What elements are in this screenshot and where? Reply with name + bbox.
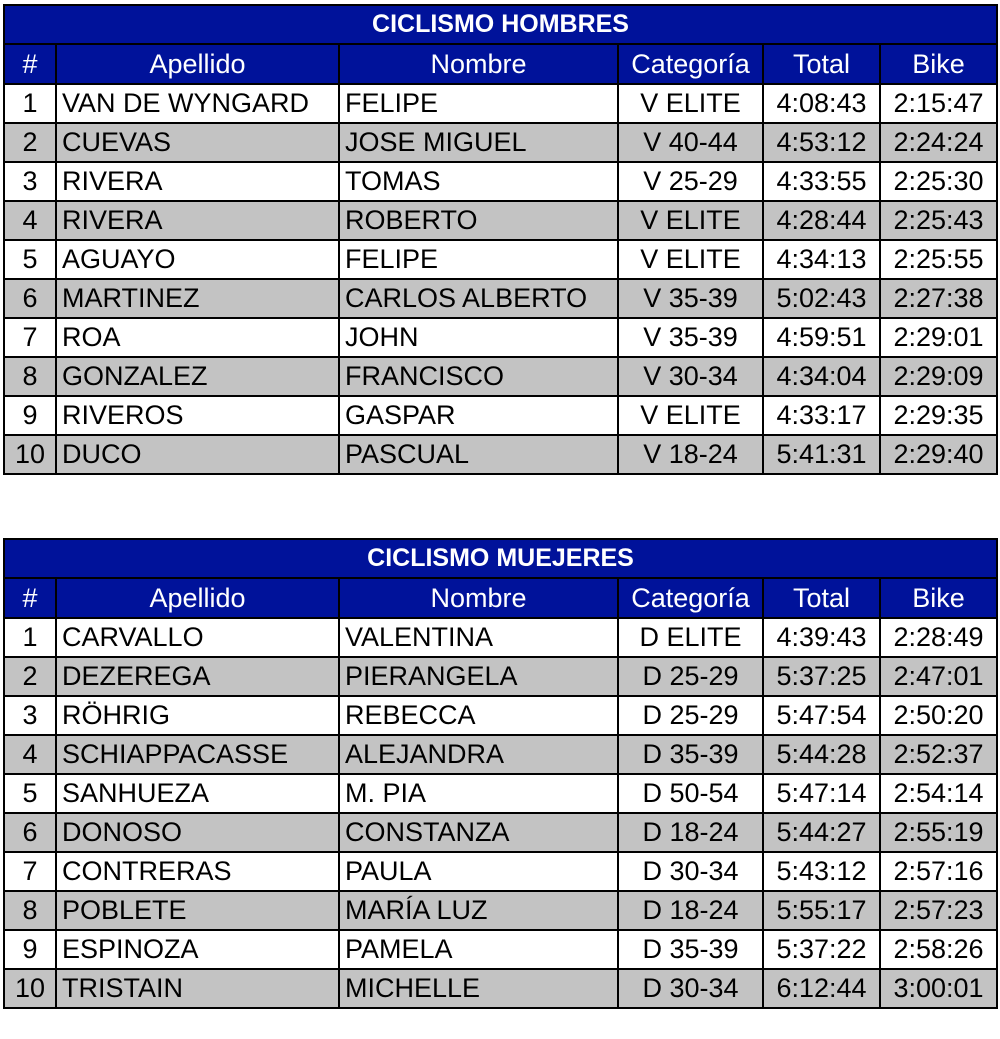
table-row xyxy=(4,201,997,240)
cell-categoria: V 30-34 xyxy=(618,357,763,396)
header-bike: Bike xyxy=(880,578,997,618)
cell-nombre: CONSTANZA xyxy=(339,813,618,852)
cell-categoria: D 30-34 xyxy=(618,969,763,1008)
cell-bike: 2:50:20 xyxy=(880,696,997,735)
cell-apellido: AGUAYO xyxy=(56,240,339,279)
header-nombre: Nombre xyxy=(339,578,618,618)
table-body xyxy=(4,84,997,474)
cell-apellido: DONOSO xyxy=(56,813,339,852)
table-title: CICLISMO MUEJERES xyxy=(4,539,997,578)
cell-bike: 2:27:38 xyxy=(880,279,997,318)
header-rank: # xyxy=(4,44,56,84)
cell-bike: 2:54:14 xyxy=(880,774,997,813)
cell-rank: 2 xyxy=(4,123,56,162)
header-categoria: Categoría xyxy=(618,44,763,84)
table-title-row xyxy=(4,539,997,578)
cell-total: 4:39:43 xyxy=(763,618,880,657)
cell-apellido: SANHUEZA xyxy=(56,774,339,813)
cell-rank: 7 xyxy=(4,852,56,891)
cell-rank: 8 xyxy=(4,891,56,930)
table-row xyxy=(4,852,997,891)
cell-total: 4:34:13 xyxy=(763,240,880,279)
table-row xyxy=(4,696,997,735)
cell-bike: 2:25:55 xyxy=(880,240,997,279)
cell-categoria: D 25-29 xyxy=(618,657,763,696)
cell-rank: 10 xyxy=(4,969,56,1008)
cell-bike: 2:52:37 xyxy=(880,735,997,774)
cell-rank: 1 xyxy=(4,618,56,657)
cell-nombre: JOSE MIGUEL xyxy=(339,123,618,162)
cell-bike: 2:29:09 xyxy=(880,357,997,396)
cell-apellido: SCHIAPPACASSE xyxy=(56,735,339,774)
cell-apellido: VAN DE WYNGARD xyxy=(56,84,339,123)
table-row xyxy=(4,357,997,396)
cell-categoria: V ELITE xyxy=(618,201,763,240)
cell-categoria: D 35-39 xyxy=(618,930,763,969)
cell-bike: 2:25:43 xyxy=(880,201,997,240)
cell-nombre: PASCUAL xyxy=(339,435,618,474)
cell-rank: 4 xyxy=(4,735,56,774)
cell-nombre: REBECCA xyxy=(339,696,618,735)
cell-total: 5:02:43 xyxy=(763,279,880,318)
cell-apellido: RÖHRIG xyxy=(56,696,339,735)
table-row xyxy=(4,813,997,852)
cell-apellido: CUEVAS xyxy=(56,123,339,162)
table-row xyxy=(4,84,997,123)
cell-apellido: RIVERA xyxy=(56,162,339,201)
cell-total: 5:37:25 xyxy=(763,657,880,696)
cell-apellido: CARVALLO xyxy=(56,618,339,657)
cell-bike: 2:57:16 xyxy=(880,852,997,891)
cell-categoria: D 18-24 xyxy=(618,891,763,930)
cell-categoria: V 35-39 xyxy=(618,318,763,357)
table-row xyxy=(4,930,997,969)
cell-total: 4:28:44 xyxy=(763,201,880,240)
header-apellido: Apellido xyxy=(56,578,339,618)
cell-apellido: MARTINEZ xyxy=(56,279,339,318)
header-categoria: Categoría xyxy=(618,578,763,618)
cell-categoria: V ELITE xyxy=(618,240,763,279)
cell-nombre: PAMELA xyxy=(339,930,618,969)
cell-nombre: ROBERTO xyxy=(339,201,618,240)
cell-categoria: V ELITE xyxy=(618,84,763,123)
table-row xyxy=(4,318,997,357)
cell-nombre: TOMAS xyxy=(339,162,618,201)
header-rank: # xyxy=(4,578,56,618)
cell-bike: 2:29:01 xyxy=(880,318,997,357)
cell-apellido: ROA xyxy=(56,318,339,357)
cell-categoria: D ELITE xyxy=(618,618,763,657)
cell-rank: 3 xyxy=(4,696,56,735)
table-title: CICLISMO HOMBRES xyxy=(4,5,997,44)
table-row xyxy=(4,162,997,201)
cell-nombre: MARÍA LUZ xyxy=(339,891,618,930)
table-row xyxy=(4,618,997,657)
header-bike: Bike xyxy=(880,44,997,84)
cell-total: 4:59:51 xyxy=(763,318,880,357)
cell-total: 4:34:04 xyxy=(763,357,880,396)
cell-apellido: RIVEROS xyxy=(56,396,339,435)
cell-rank: 1 xyxy=(4,84,56,123)
cell-nombre: VALENTINA xyxy=(339,618,618,657)
cell-categoria: V 25-29 xyxy=(618,162,763,201)
cell-bike: 2:15:47 xyxy=(880,84,997,123)
cell-total: 5:47:14 xyxy=(763,774,880,813)
cell-categoria: V 18-24 xyxy=(618,435,763,474)
cell-rank: 4 xyxy=(4,201,56,240)
column-header-row xyxy=(4,578,997,618)
cell-nombre: PAULA xyxy=(339,852,618,891)
cell-categoria: D 25-29 xyxy=(618,696,763,735)
cell-total: 4:53:12 xyxy=(763,123,880,162)
cell-nombre: GASPAR xyxy=(339,396,618,435)
cell-nombre: FELIPE xyxy=(339,240,618,279)
header-nombre: Nombre xyxy=(339,44,618,84)
cell-rank: 7 xyxy=(4,318,56,357)
cell-rank: 6 xyxy=(4,279,56,318)
cell-rank: 3 xyxy=(4,162,56,201)
cell-categoria: V 35-39 xyxy=(618,279,763,318)
cell-apellido: TRISTAIN xyxy=(56,969,339,1008)
cell-bike: 2:29:40 xyxy=(880,435,997,474)
cell-categoria: V ELITE xyxy=(618,396,763,435)
cell-apellido: DUCO xyxy=(56,435,339,474)
cell-rank: 8 xyxy=(4,357,56,396)
cell-total: 5:44:28 xyxy=(763,735,880,774)
header-apellido: Apellido xyxy=(56,44,339,84)
cell-bike: 2:29:35 xyxy=(880,396,997,435)
cell-rank: 5 xyxy=(4,240,56,279)
table-row xyxy=(4,891,997,930)
cell-rank: 2 xyxy=(4,657,56,696)
cell-bike: 2:24:24 xyxy=(880,123,997,162)
cell-total: 5:43:12 xyxy=(763,852,880,891)
results-table-men xyxy=(3,4,998,475)
cell-nombre: MICHELLE xyxy=(339,969,618,1008)
cell-categoria: D 50-54 xyxy=(618,774,763,813)
table-row xyxy=(4,657,997,696)
table-row xyxy=(4,240,997,279)
table-title-row xyxy=(4,5,997,44)
cell-categoria: D 30-34 xyxy=(618,852,763,891)
cell-categoria: D 18-24 xyxy=(618,813,763,852)
cell-nombre: CARLOS ALBERTO xyxy=(339,279,618,318)
cell-total: 4:33:17 xyxy=(763,396,880,435)
table-row xyxy=(4,774,997,813)
table-row xyxy=(4,969,997,1008)
cell-nombre: M. PIA xyxy=(339,774,618,813)
cell-nombre: ALEJANDRA xyxy=(339,735,618,774)
cell-rank: 10 xyxy=(4,435,56,474)
cell-total: 4:33:55 xyxy=(763,162,880,201)
cell-apellido: ESPINOZA xyxy=(56,930,339,969)
cell-apellido: POBLETE xyxy=(56,891,339,930)
cell-nombre: FELIPE xyxy=(339,84,618,123)
cell-total: 5:44:27 xyxy=(763,813,880,852)
cell-total: 6:12:44 xyxy=(763,969,880,1008)
table-row xyxy=(4,123,997,162)
cell-total: 5:37:22 xyxy=(763,930,880,969)
cell-categoria: V 40-44 xyxy=(618,123,763,162)
header-total: Total xyxy=(763,44,880,84)
table-row xyxy=(4,735,997,774)
cell-rank: 6 xyxy=(4,813,56,852)
cell-bike: 2:25:30 xyxy=(880,162,997,201)
cell-bike: 2:57:23 xyxy=(880,891,997,930)
cell-bike: 2:58:26 xyxy=(880,930,997,969)
cell-nombre: FRANCISCO xyxy=(339,357,618,396)
cell-total: 5:55:17 xyxy=(763,891,880,930)
cell-rank: 9 xyxy=(4,396,56,435)
cell-bike: 2:28:49 xyxy=(880,618,997,657)
cell-apellido: DEZEREGA xyxy=(56,657,339,696)
cell-rank: 9 xyxy=(4,930,56,969)
cell-categoria: D 35-39 xyxy=(618,735,763,774)
cell-apellido: CONTRERAS xyxy=(56,852,339,891)
table-row xyxy=(4,396,997,435)
cell-rank: 5 xyxy=(4,774,56,813)
results-table-women xyxy=(3,538,998,1009)
cell-total: 4:08:43 xyxy=(763,84,880,123)
cell-apellido: GONZALEZ xyxy=(56,357,339,396)
cell-total: 5:47:54 xyxy=(763,696,880,735)
header-total: Total xyxy=(763,578,880,618)
cell-total: 5:41:31 xyxy=(763,435,880,474)
cell-apellido: RIVERA xyxy=(56,201,339,240)
column-header-row xyxy=(4,44,997,84)
cell-bike: 2:47:01 xyxy=(880,657,997,696)
cell-bike: 2:55:19 xyxy=(880,813,997,852)
cell-nombre: PIERANGELA xyxy=(339,657,618,696)
table-row xyxy=(4,279,997,318)
table-body xyxy=(4,618,997,1008)
table-row xyxy=(4,435,997,474)
cell-nombre: JOHN xyxy=(339,318,618,357)
cell-bike: 3:00:01 xyxy=(880,969,997,1008)
